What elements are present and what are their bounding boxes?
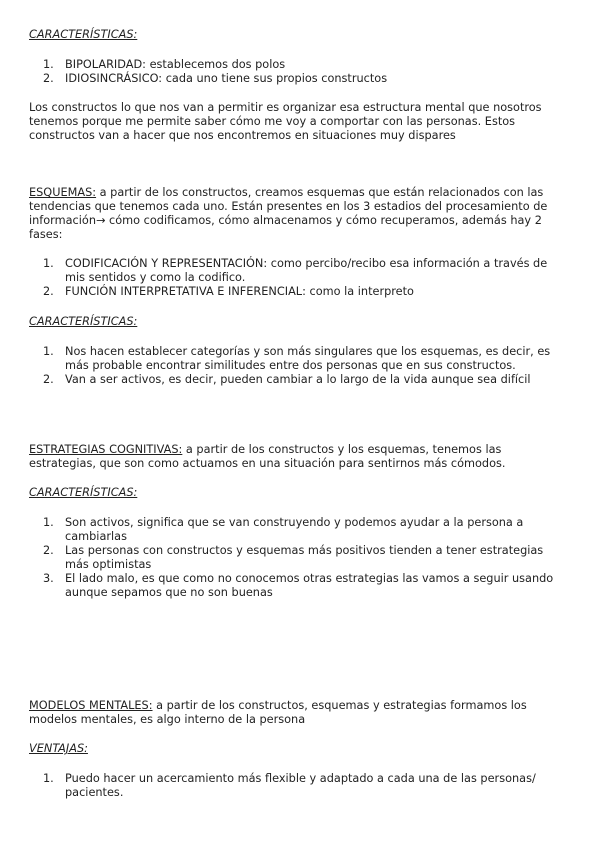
list-item: 1. Nos hacen establecer categorías y son más singulares que los esquemas, es decir, es más probable encontrar similitudes entre dos personas que en sus constructos. (43, 345, 551, 372)
heading-esquemas: ESQUEMAS: (29, 186, 97, 199)
heading-modelos-mentales: MODELOS MENTALES: (29, 699, 153, 712)
list-caracteristicas-constructos (29, 58, 569, 86)
subheading-caracteristicas: CARACTERÍSTICAS: (29, 486, 138, 499)
list-caracteristicas-estrategias (29, 516, 569, 600)
list-item: 2. Las personas con constructos y esquemas más positivos tienden a tener estrategias más optimistas (43, 544, 544, 571)
heading-estrategias-cognitivas: ESTRATEGIAS COGNITIVAS: (29, 443, 183, 456)
list-item: 2. Van a ser activos, es decir, pueden cambiar a lo largo de la vida aunque sea difícil (43, 373, 531, 386)
paragraph-modelos-mentales: MODELOS MENTALES: a partir de los constructos, esquemas y estrategias formamos los modelos mentales, es algo interno de la persona (29, 699, 527, 726)
list-item: 1. Puedo hacer un acercamiento más flexible y adaptado a cada una de las personas/ pacientes. (43, 772, 536, 799)
subheading-caracteristicas: CARACTERÍSTICAS: (29, 28, 138, 41)
list-caracteristicas-esquemas (29, 345, 569, 387)
subheading-caracteristicas: CARACTERÍSTICAS: (29, 315, 138, 328)
paragraph-esquemas: ESQUEMAS: a partir de los constructos, creamos esquemas que están relacionados con las tendencias que tenemos cada uno. Están presentes en los 3 estadios del procesamiento de información→ cómo codificamos, cómo almacenamos y cómo recuperamos, además hay 2 fases: (29, 186, 548, 241)
list-fases (29, 257, 569, 299)
paragraph-constructos: Los constructos lo que nos van a permitir es organizar esa estructura mental que nosotros tenemos porque me permite saber cómo me voy a comportar con las personas. Estos constructos van a hacer que nos encontremos en situaciones muy dispares (29, 101, 542, 142)
paragraph-estrategias: ESTRATEGIAS COGNITIVAS: a partir de los constructos y los esquemas, tenemos las estrategias, que son como actuamos en una situación para sentirnos más cómodos. (29, 443, 506, 470)
list-item: 1. CODIFICACIÓN Y REPRESENTACIÓN: como percibo/recibo esa información a través de mis sentidos y como la codifico. (43, 257, 548, 284)
subheading-ventajas: VENTAJAS: (29, 742, 88, 755)
list-ventajas (29, 772, 569, 800)
list-item: 3. El lado malo, es que como no conocemos otras estrategias las vamos a seguir usando aunque sepamos que no son buenas (43, 572, 554, 599)
list-item: 1. Son activos, significa que se van construyendo y podemos ayudar a la persona a cambiarlas (43, 516, 524, 543)
list-item: 2. FUNCIÓN INTERPRETATIVA E INFERENCIAL: como la interpreto (43, 285, 414, 298)
list-item: 1. BIPOLARIDAD: establecemos dos polos (43, 58, 286, 71)
list-item: 2. IDIOSINCRÁSICO: cada uno tiene sus propios constructos (43, 72, 388, 85)
